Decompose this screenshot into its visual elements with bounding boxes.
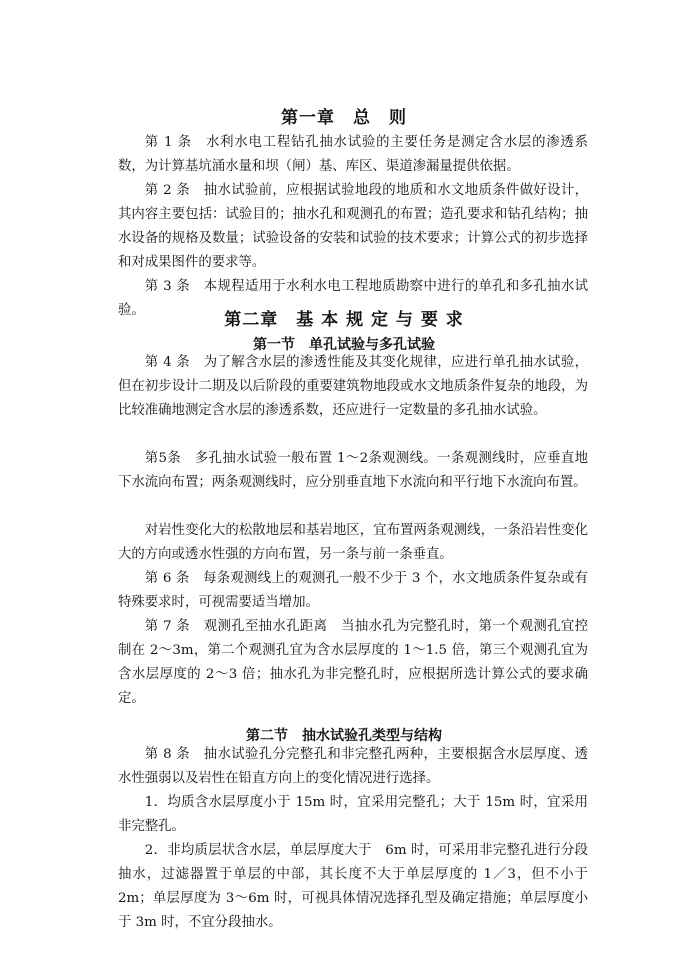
section-1-title: 第一节 单孔试验与多孔试验 (253, 337, 435, 353)
article-6: 第 6 条 每条观测线上的观测孔一般不少于 3 个，水文地质条件复杂或有特殊要求时，可视需要适当增加。 (118, 571, 588, 610)
chapter-2-title: 第二章 基 本 规 定 与 要 求 (224, 310, 464, 330)
article-5: 第5条 多孔抽水试验一般布置 1～2条观测线。一条观测线时，应垂直地下水流向布置；两条观测线时，应分别垂直地下水流向和平行地下水流向布置。 (118, 451, 588, 490)
article-3: 第 3 条 本规程适用于水利水电工程地质勘察中进行的单孔和多孔抽水试验。 (118, 279, 588, 318)
article-2: 第 2 条 抽水试验前，应根据试验地段的地质和水文地质条件做好设计，其内容主要包括：试验目的；抽水孔和观测孔的布置；造孔要求和钻孔结构；抽水设备的规格及数量；试验设备的安装和试验的技术要求；计算公式的初步选择和对成果图件的要求等。 (118, 183, 588, 270)
article-7: 第 7 条 观测孔至抽水孔距离 当抽水孔为完整孔时，第一个观测孔宜控制在 2～3m，第二个观测孔宜为含水层厚度的 1～1.5 倍，第三个观测孔宜为含水层厚度的 2～3 倍；抽水孔为非完整孔时，应根据所选计算公式的要求确定。 (118, 619, 588, 706)
section-2-title: 第二节 抽水试验孔类型与结构 (246, 728, 442, 744)
article-8: 第 8 条 抽水试验孔分完整孔和非完整孔两种，主要根据含水层厚度、透水性强弱以及岩性在铅直方向上的变化情况进行选择。 (118, 747, 588, 786)
paragraph-observation-lines: 对岩性变化大的松散地层和基岩地区，宜布置两条观测线，一条沿岩性变化大的方向或透水性强的方向布置，另一条与前一条垂直。 (118, 523, 588, 562)
article-1: 第 1 条 水利水电工程钻孔抽水试验的主要任务是测定含水层的渗透系数，为计算基坑涌水量和坝（闸）基、库区、渠道渗漏量提供依据。 (118, 135, 588, 174)
chapter-1-title: 第一章 总 则 (281, 108, 407, 128)
article-4: 第 4 条 为了解含水层的渗透性能及其变化规律，应进行单孔抽水试验，但在初步设计二期及以后阶段的重要建筑物地段或水文地质条件复杂的地段，为比较准确地测定含水层的渗透系数，还应进行一定数量的多孔抽水试验。 (118, 355, 588, 418)
item-1: 1．均质含水层厚度小于 15m 时，宜采用完整孔；大于 15m 时，宜采用非完整孔。 (118, 795, 588, 834)
item-2: 2．非均质层状含水层，单层厚度大于 6m 时，可采用非完整孔进行分段抽水，过滤器置于单层的中部，其长度不大于单层厚度的 1／3，但不小于 2m；单层厚度为 3～6m 时，可视具体情况选择孔型及确定措施；单层厚度小于 3m 时，不宜分段抽水。 (118, 843, 588, 930)
